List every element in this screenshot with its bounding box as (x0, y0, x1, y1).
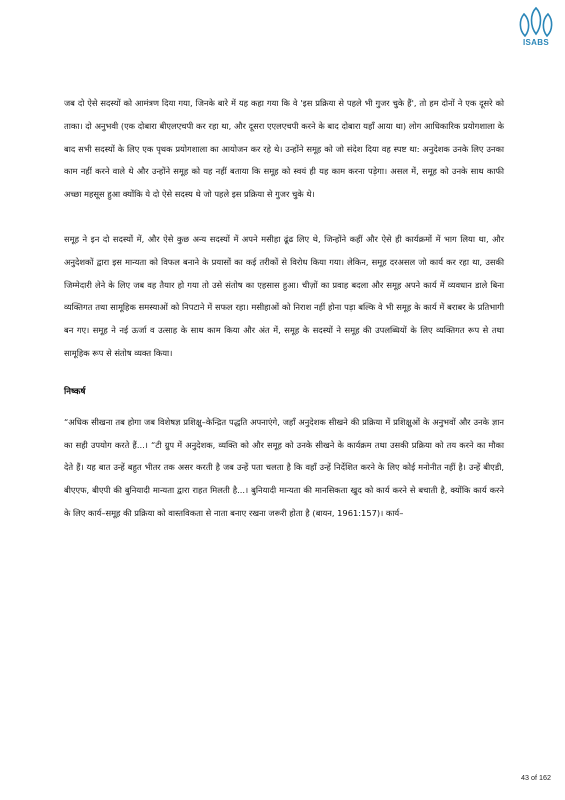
paragraph-2: समूह ने इन दो सदस्यों में, और ऐसे कुछ अन्य सदस्यों में अपने मसीहा ढूंढ लिए थे, जिन्होंने कहीं और ऐसे ही कार्यक्रमों में भाग लिया था, और अनुदेशकों द्वारा इस मान्यता को विफल बनाने के प्रयासों का कई तरीकों से विरोध किया गया। लेकिन, समूह दरअसल जो कार्य कर रहा था, उसकी जिम्मेदारी लेने के लिए जब वह तैयार हो गया तो उसे संतोष का एहसास हुआ। चीज़ों का प्रवाह बदला और समूह अपने कार्य में व्यवधान डाले बिना व्यक्तिगत तथा सामूहिक समस्याओं को निपटाने में सफल रहा। मसीहाओं को निराश नहीं होना पड़ा बल्कि वे भी समूह के कार्य में बराबर के प्रतिभागी बन गए। समूह ने नई ऊर्जा व उत्साह के साथ काम किया और अंत में, समूह के सदस्यों ने समूह की उपलब्धियों के लिए व्यक्तिगत रूप से तथा सामूहिक रूप से संतोष व्यक्त किया। (64, 233, 504, 358)
logo-text: ISABS (523, 38, 549, 47)
document-body (64, 92, 504, 525)
paragraph-3: “अधिक सीखना तब होगा जब विशेषज्ञ प्रशिक्षु–केन्द्रित पद्धति अपनाएंगे, जहाँ अनुदेशक सीखने की प्रक्रिया में प्रशिक्षुओं के अनुभवों और उनके ज्ञान का सही उपयोग करते हैं...। “टी ग्रुप में अनुदेशक, व्यक्ति को और समूह को उनके सीखने के कार्यक्रम तथा उसकी प्रक्रिया को तय करने का मौका देते हैं। यह बात उन्हें बहुत भीतर तक असर करती है जब उन्हें पता चलता है कि वहाँ उन्हें निर्देशित करने के लिए कोई मनोनीत नहीं है। उन्हें बीएडी, बीएएफ, बीएपी की बुनियादी मान्यता द्वारा राहत मिलती है...। बुनियादी मान्यता की मानसिकता खुद को कार्य करने से बचाती है, क्योंकि कार्य करने के लिए कार्य–समूह की प्रक्रिया को वास्तविकता से नाता बनाए रखना जरूरी होता है (बायन, 1961:157)। कार्य– (64, 416, 504, 518)
page-number: 43 of 162 (521, 773, 551, 782)
paragraph-1: जब दो ऐसे सदस्यों को आमंत्रण दिया गया, जिनके बारे में यह कहा गया कि वे 'इस प्रक्रिया से पहले भी गुजर चुके हैं', तो हम दोनों ने एक दूसरे को ताका। दो अनुभवी (एक दोबारा बीएलएचपी कर रहा था, और दूसरा एएलएचपी करने के बाद दोबारा यहाँ आया था) लोग आधिकारिक प्रयोगशाला के बाद सभी सदस्यों के लिए एक पृथक प्रयोगशाला का आयोजन कर रहे थे। उन्होंने समूह को जो संदेश दिया वह स्पष्ट था: अनुदेशक उनके लिए उनका काम नहीं करने वाले थे और उन्होंने समूह को यह नहीं बताया कि समूह को स्वयं ही यह काम करना पड़ेगा। असल में, समूह को उनके साथ काफी अच्छा महसूस हुआ क्योंकि ये दो ऐसे सदस्य थे जो पहले इस प्रक्रिया से गुजर चुके थे। (64, 98, 504, 200)
section-heading: निष्कर्ष (64, 386, 86, 397)
